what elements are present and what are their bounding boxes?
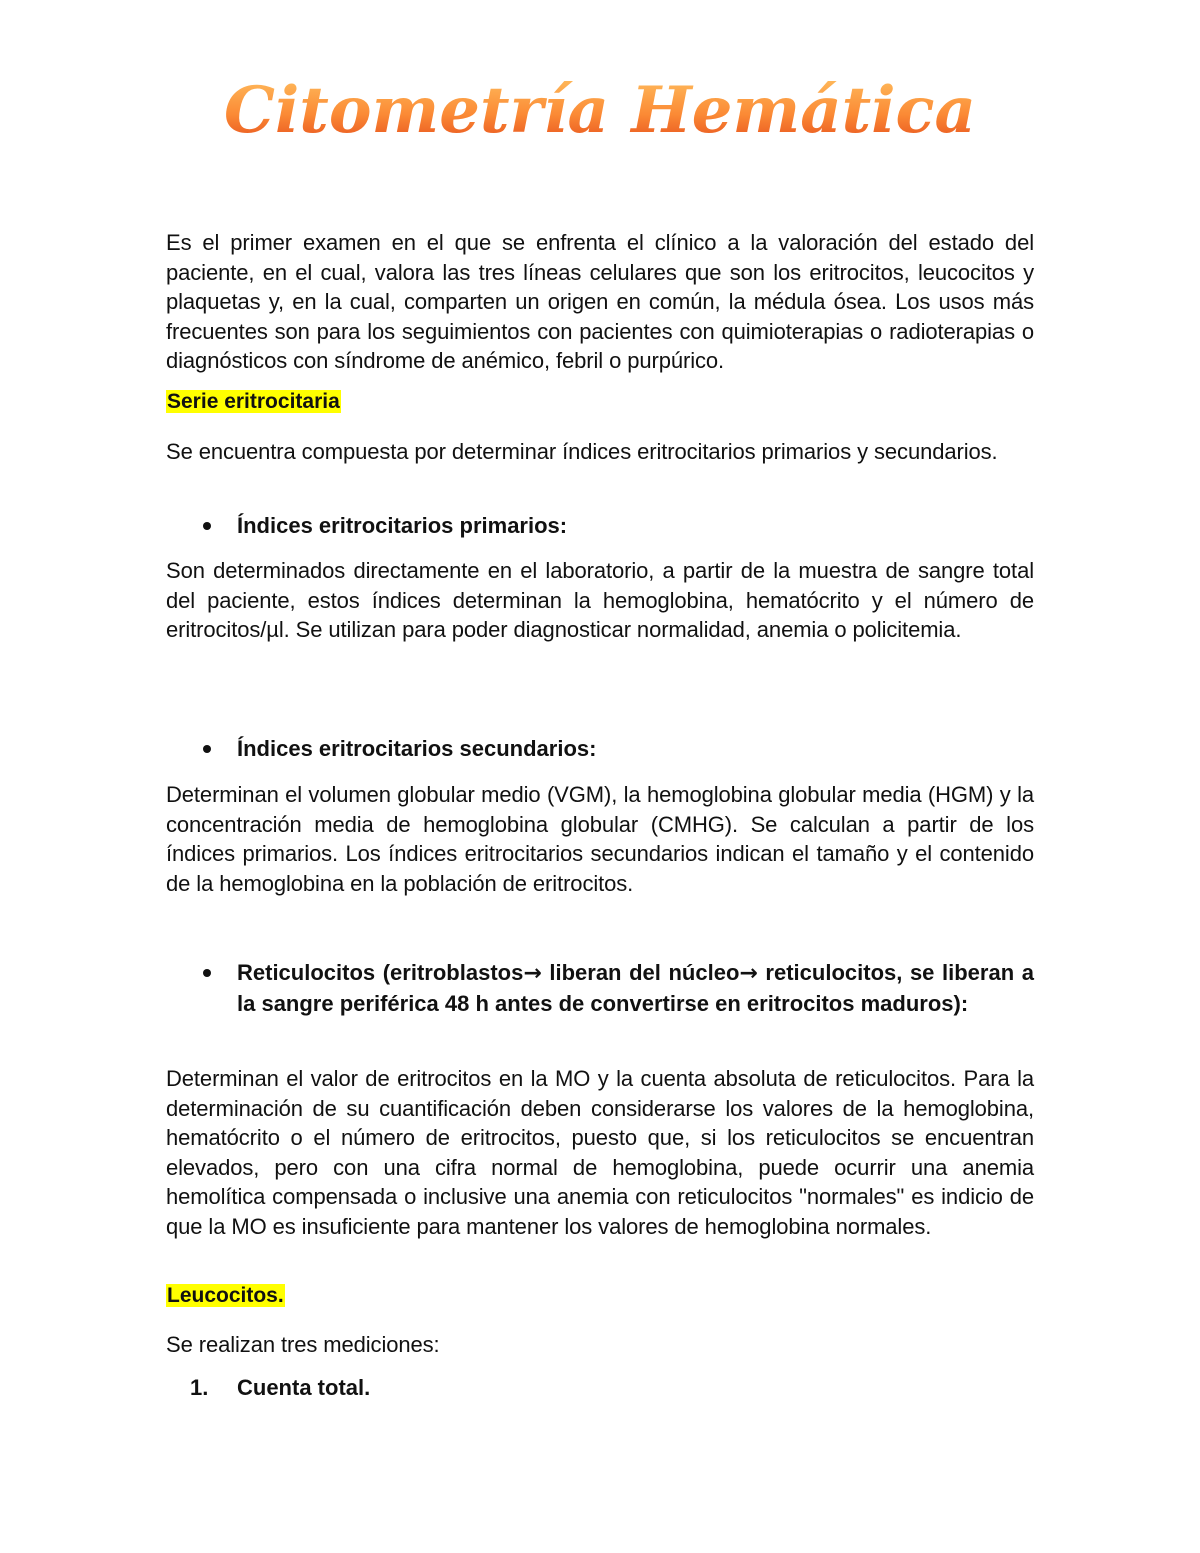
reticulocitos-heading-part2: liberan del núcleo (541, 960, 740, 985)
reticulocitos-heading-part3: reticulocitos, se liberan a la sangre periférica 48 h antes de convertirse en eritrocitos maduros): (237, 960, 1034, 1016)
bullet-reticulocitos (166, 958, 1034, 1050)
arrow-right-icon: → (739, 961, 758, 986)
leucocitos-heading: Leucocitos. (167, 1284, 284, 1307)
secundarios-paragraph (166, 780, 1034, 898)
reticulocitos-heading (237, 958, 1034, 1018)
page-title (224, 62, 976, 162)
title-text: Citometría Hemática (224, 73, 976, 148)
bullet-dot-icon (203, 969, 211, 977)
list-item-label: Cuenta total. (237, 1375, 371, 1400)
secundarios-heading: Índices eritrocitarios secundarios: (237, 736, 597, 761)
secundarios-text: Determinan el volumen globular medio (VGM), la hemoglobina globular media (HGM) y la concentración media de hemoglobina globular (CMHG). Se calculan a partir de los índices primarios. Los índices eritrocitarios secundarios indican el tamaño y el contenido de la hemoglobina en la población de eritrocitos. (166, 782, 1034, 896)
title-banner (0, 62, 1200, 172)
leucocitos-text: Se realizan tres mediciones: (166, 1332, 440, 1357)
serie-heading-block (166, 390, 1034, 414)
primarios-text: Son determinados directamente en el laboratorio, a partir de la muestra de sangre total del paciente, estos índices determinan la hemoglobina, hematócrito y el número de eritrocitos/µl. Se utilizan para poder diagnosticar normalidad, anemia o policitemia. (166, 558, 1034, 643)
list-item (166, 1375, 1034, 1405)
reticulocitos-heading-part1: Reticulocitos (eritroblastos (237, 960, 524, 985)
reticulocitos-text: Determinan el valor de eritrocitos en la MO y la cuenta absoluta de reticulocitos. Para la determinación de su cuantificación deben considerarse los valores de la hemoglobina, hematócrito o el número de eritrocitos, puesto que, si los reticulocitos se encuentran elevados, pero con una cifra normal de hemoglobina, puede ocurrir una anemia hemolítica compensada o inclusive una anemia con reticulocitos "normales" es indicio de que la MO es insuficiente para mantener los valores de hemoglobina normales. (166, 1066, 1034, 1239)
intro-text: Es el primer examen en el que se enfrenta el clínico a la valoración del estado del paciente, en el cual, valora las tres líneas celulares que son los eritrocitos, leucocitos y plaquetas y, en la cual, comparten un origen en común, la médula ósea. Los usos más frecuentes son para los seguimientos con pacientes con quimioterapias o radioterapias o diagnósticos con síndrome de anémico, febril o purpúrico. (166, 230, 1034, 374)
reticulocitos-paragraph (166, 1064, 1034, 1242)
leucocitos-heading-block (166, 1284, 1034, 1308)
intro-paragraph (166, 228, 1034, 376)
list-item-number: 1. (190, 1375, 209, 1400)
bullet-dot-icon (203, 745, 211, 753)
bullet-secundarios (166, 734, 1034, 764)
primarios-paragraph (166, 556, 1034, 645)
serie-heading: Serie eritrocitaria (167, 390, 340, 413)
leucocitos-paragraph (166, 1330, 1034, 1360)
bullet-dot-icon (203, 522, 211, 530)
serie-paragraph (166, 437, 1034, 467)
arrow-right-icon: → (523, 961, 542, 986)
primarios-heading: Índices eritrocitarios primarios: (237, 513, 568, 538)
serie-text: Se encuentra compuesta por determinar índices eritrocitarios primarios y secundarios. (166, 439, 998, 464)
bullet-primarios (166, 511, 1034, 541)
